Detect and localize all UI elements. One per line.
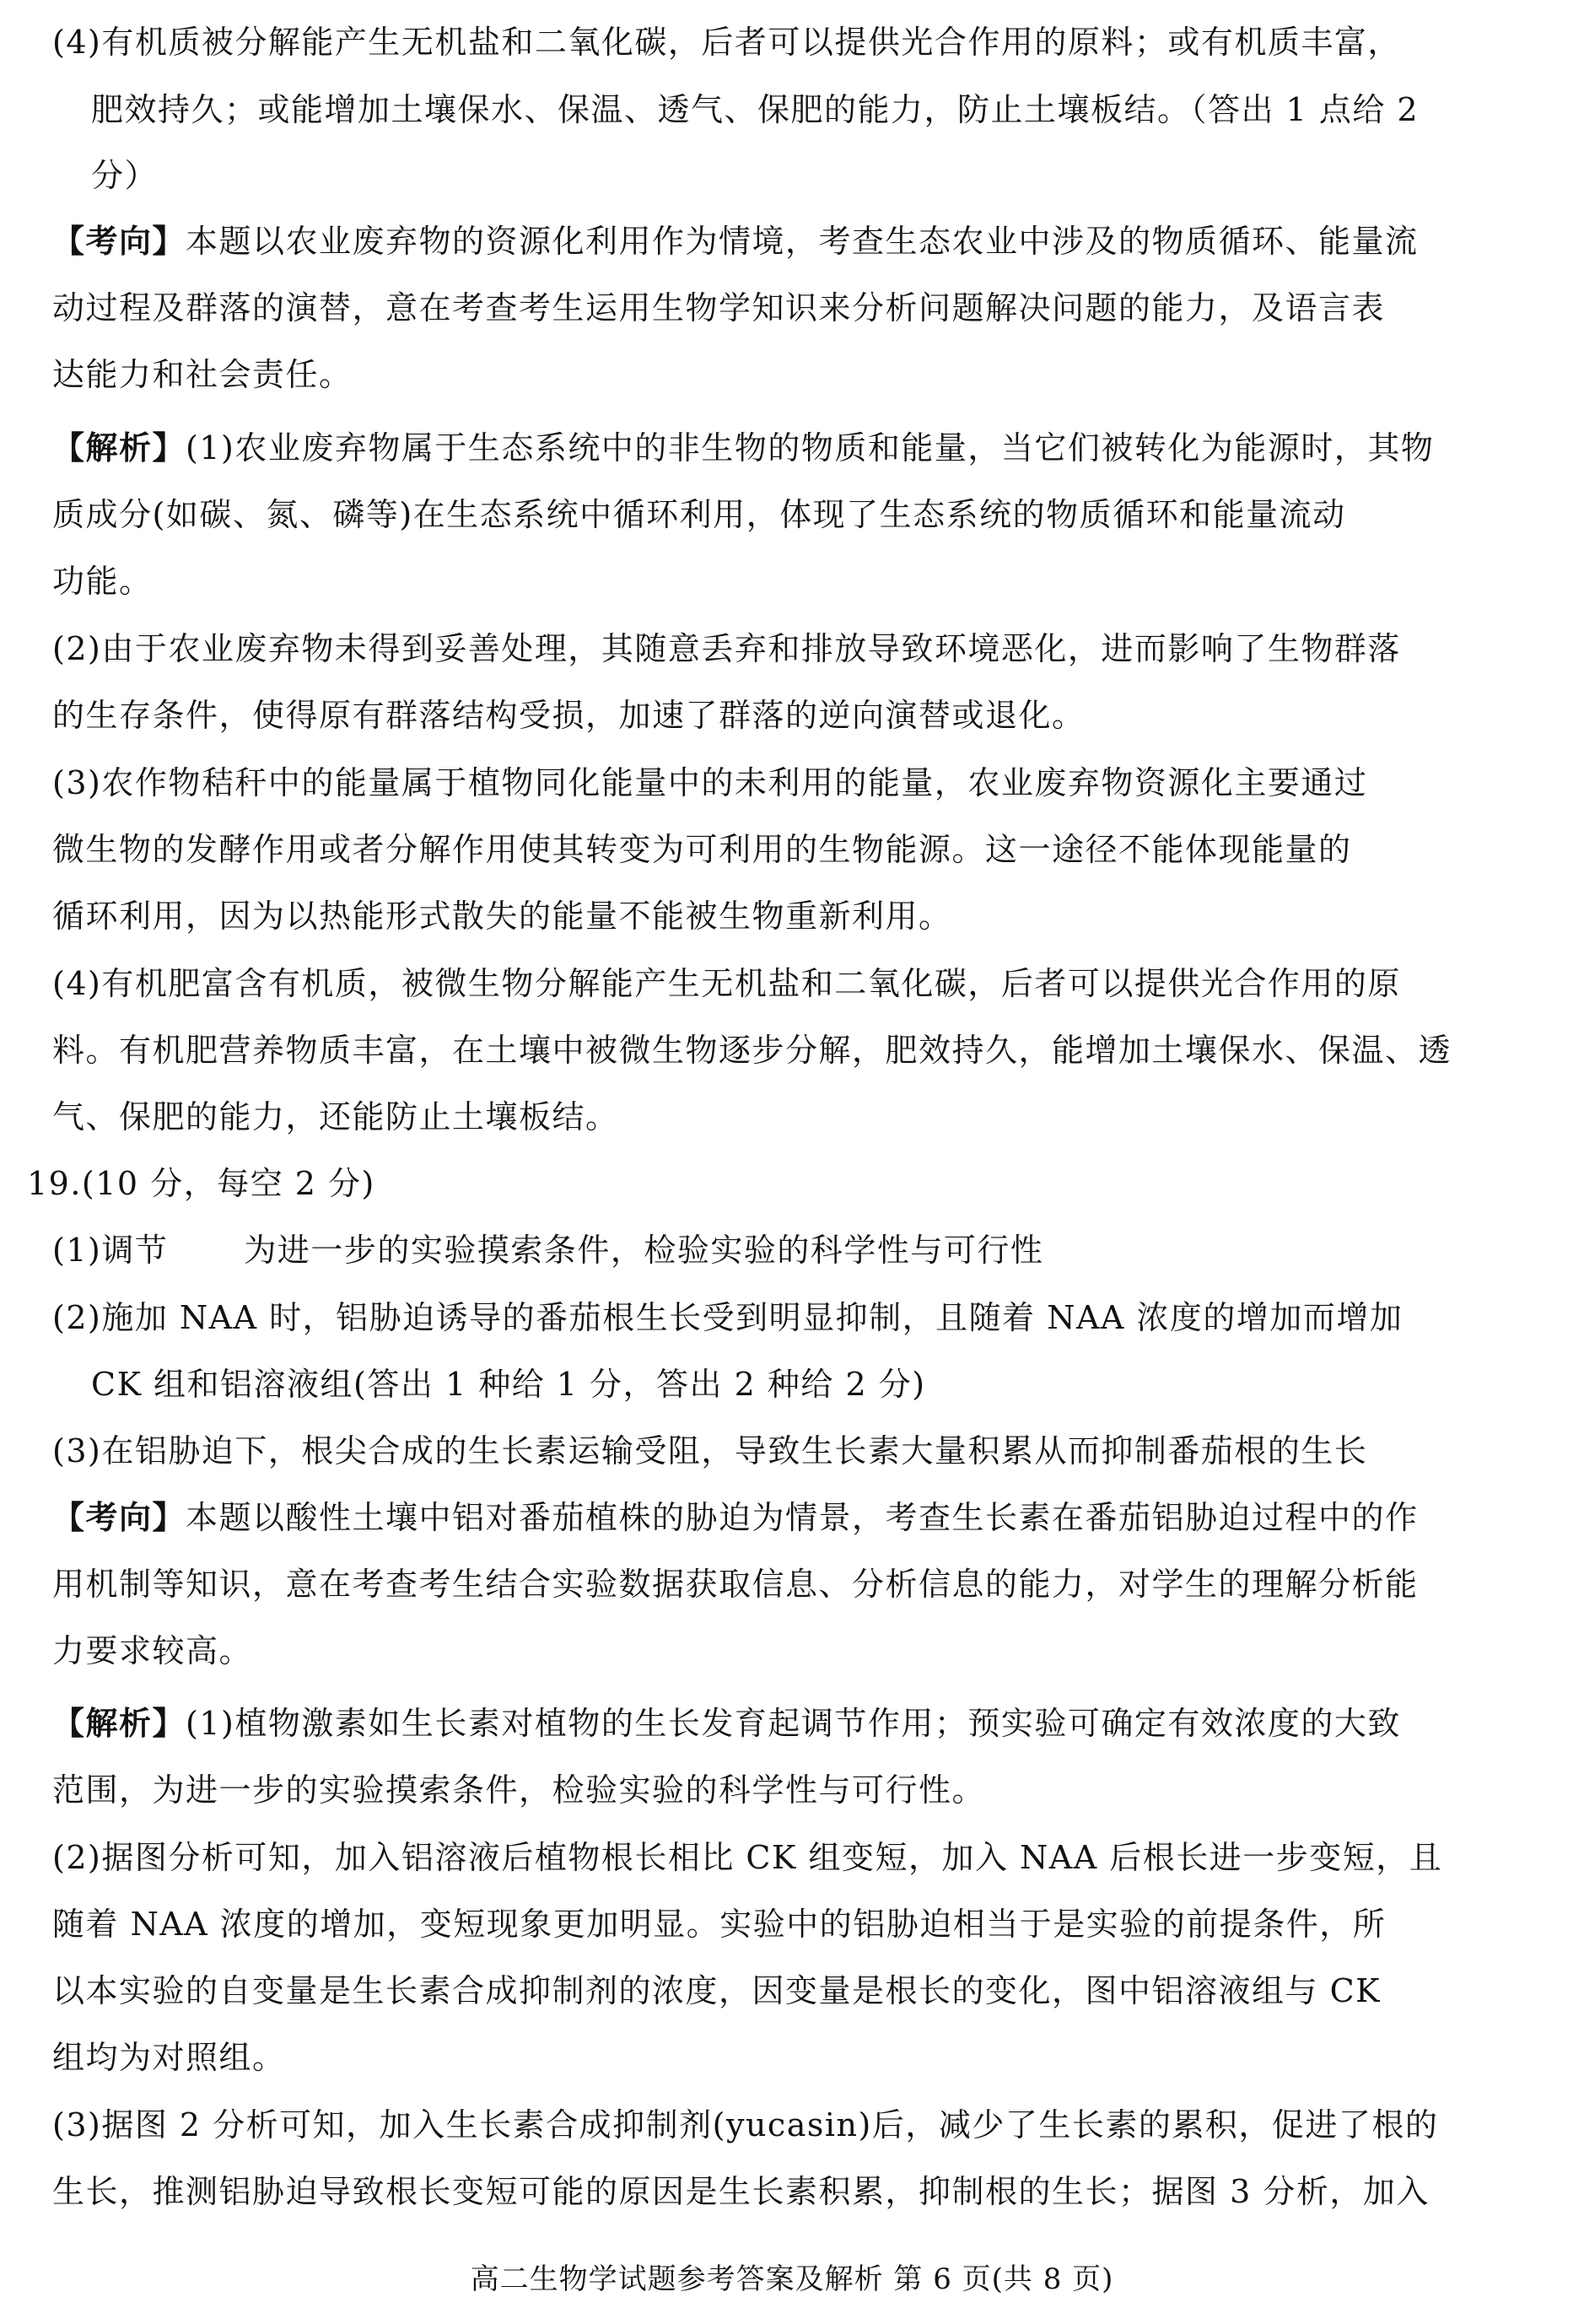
q18-answer-4-line3: 分） [91,157,159,194]
q18-answer-4-line2: 肥效持久；或能增加土壤保水、保温、透气、保肥的能力，防止土壤板结。（答出 1 点给 2 [91,91,1420,128]
q19-header: 19.(10 分，每空 2 分) [27,1165,375,1202]
kaoxiang-text: 本题以农业废弃物的资源化利用作为情境，考查生态农业中涉及的物质循环、能量流 [186,223,1419,260]
q19-answer-2-line2: CK 组和铝溶液组(答出 1 种给 1 分，答出 2 种给 2 分) [91,1366,926,1403]
q19-jiexi-p2-line1: (2)据图分析可知，加入铝溶液后植物根长相比 CK 组变短，加入 NAA 后根长进一步变短，且 [52,1839,1443,1876]
q19-kaoxiang-line2: 用机制等知识，意在考查考生结合实验数据获取信息、分析信息的能力，对学生的理解分析能 [52,1566,1419,1603]
q19-kaoxiang-line1 [52,1497,1419,1538]
kaoxiang-tag: 【考向】 [52,223,186,260]
q18-answer-4-line1: (4)有机质被分解能产生无机盐和二氧化碳，后者可以提供光合作用的原料；或有机质丰富， [52,24,1401,61]
jiexi-tag: 【解析】 [52,429,186,466]
q19-jiexi-p2-line3: 以本实验的自变量是生长素合成抑制剂的浓度，因变量是根长的变化，图中铝溶液组与 CK [52,1972,1382,2009]
q19-kaoxiang-line3: 力要求较高。 [52,1632,253,1669]
jiexi-text: (1)植物激素如生长素对植物的生长发育起调节作用；预实验可确定有效浓度的大致 [186,1705,1401,1742]
q19-jiexi-p1-line2: 范围，为进一步的实验摸索条件，检验实验的科学性与可行性。 [52,1771,986,1809]
q19-jiexi-p2-line4: 组均为对照组。 [52,2039,286,2076]
q19-answer-2-line1: (2)施加 NAA 时，铝胁迫诱导的番茄根生长受到明显抑制，且随着 NAA 浓度的增加而增加 [52,1299,1404,1336]
q18-jiexi-p4-line3: 气、保肥的能力，还能防止土壤板结。 [52,1098,619,1135]
q19-answer-1-blank1: (1)调节 [52,1232,169,1269]
q18-jiexi-p2-line2: 的生存条件，使得原有群落结构受损，加速了群落的逆向演替或退化。 [52,697,1086,734]
q18-jiexi-p3-line1: (3)农作物秸秆中的能量属于植物同化能量中的未利用的能量，农业废弃物资源化主要通过 [52,764,1368,801]
kaoxiang-text: 本题以酸性土壤中铝对番茄植株的胁迫为情景，考查生长素在番茄铝胁迫过程中的作 [186,1499,1419,1536]
q18-kaoxiang-line1 [52,221,1419,262]
q18-jiexi-p4-line1: (4)有机肥富含有机质，被微生物分解能产生无机盐和二氧化碳，后者可以提供光合作用的原 [52,965,1401,1002]
q18-jiexi-p1-line3: 功能。 [52,563,153,600]
q19-answer-1 [52,1230,1043,1270]
q18-jiexi-p3-line2: 微生物的发酵作用或者分解作用使其转变为可利用的生物能源。这一途径不能体现能量的 [52,831,1352,868]
q18-jiexi-p2-line1: (2)由于农业废弃物未得到妥善处理，其随意丢弃和排放导致环境恶化，进而影响了生物群落 [52,630,1401,667]
q19-jiexi-p2-line2: 随着 NAA 浓度的增加，变短现象更加明显。实验中的铝胁迫相当于是实验的前提条件，所 [52,1906,1387,1943]
page-footer: 高二生物学试题参考答案及解析 第 6 页(共 8 页) [470,2262,1114,2296]
q19-jiexi-p3-line2: 生长，推测铝胁迫导致根长变短可能的原因是生长素积累，抑制根的生长；据图 3 分析，加入 [52,2173,1430,2210]
q19-answer-3: (3)在铝胁迫下，根尖合成的生长素运输受阻，导致生长素大量积累从而抑制番茄根的生长 [52,1432,1368,1469]
q19-answer-1-blank2: 为进一步的实验摸索条件，检验实验的科学性与可行性 [244,1232,1044,1269]
jiexi-tag: 【解析】 [52,1705,186,1742]
q18-kaoxiang-line3: 达能力和社会责任。 [52,356,353,393]
q18-kaoxiang-line2: 动过程及群落的演替，意在考查考生运用生物学知识来分析问题解决问题的能力，及语言表 [52,289,1386,326]
q19-jiexi-p3-line1: (3)据图 2 分析可知，加入生长素合成抑制剂(yucasin)后，减少了生长素的累积，促进了根的 [52,2106,1439,2143]
q18-jiexi-p1-line2: 质成分(如碳、氮、磷等)在生态系统中循环利用，体现了生态系统的物质循环和能量流动 [52,496,1346,533]
kaoxiang-tag: 【考向】 [52,1499,186,1536]
q19-jiexi-p1-line1 [52,1703,1401,1744]
jiexi-text: (1)农业废弃物属于生态系统中的非生物的物质和能量，当它们被转化为能源时，其物 [186,429,1435,466]
q18-jiexi-p4-line2: 料。有机肥营养物质丰富，在土壤中被微生物逐步分解，肥效持久，能增加土壤保水、保温、透 [52,1032,1452,1069]
q18-jiexi-p1-line1 [52,428,1434,468]
q18-jiexi-p3-line3: 循环利用，因为以热能形式散失的能量不能被生物重新利用。 [52,898,952,935]
